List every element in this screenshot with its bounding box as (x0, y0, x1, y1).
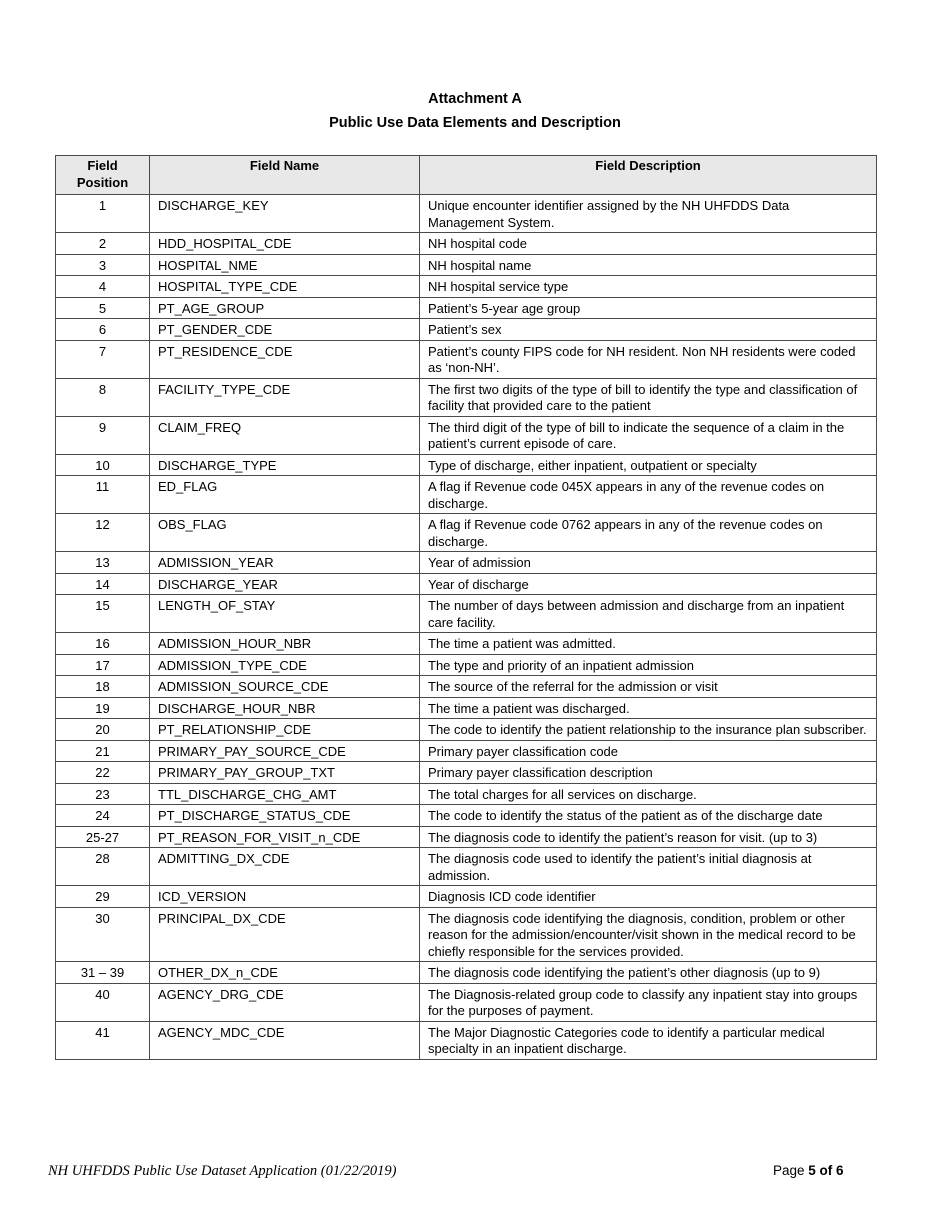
field-position-cell: 11 (56, 476, 150, 514)
field-name-cell: PT_GENDER_CDE (150, 319, 420, 341)
page-label: Page (773, 1163, 809, 1178)
field-name-cell: PT_AGE_GROUP (150, 297, 420, 319)
column-header-field-position: Field Position (56, 156, 150, 195)
table-row (56, 319, 877, 341)
table-row (56, 633, 877, 655)
field-name-cell: ADMISSION_YEAR (150, 552, 420, 574)
field-description-cell: The Major Diagnostic Categories code to identify a particular medical specialty in an inpatient discharge. (420, 1021, 877, 1059)
table-row (56, 195, 877, 233)
table-row (56, 886, 877, 908)
field-description-cell: The diagnosis code identifying the diagnosis, condition, problem or other reason for the admission/encounter/visit shown in the medical record to be chiefly responsible for the services provided. (420, 907, 877, 962)
table-row (56, 805, 877, 827)
field-description-cell: The number of days between admission and discharge from an inpatient care facility. (420, 595, 877, 633)
field-description-cell: The source of the referral for the admission or visit (420, 676, 877, 698)
field-description-cell: Year of admission (420, 552, 877, 574)
table-row (56, 233, 877, 255)
field-description-cell: The total charges for all services on discharge. (420, 783, 877, 805)
field-description-cell: The first two digits of the type of bill to identify the type and classification of facility that provided care to the patient (420, 378, 877, 416)
field-description-cell: NH hospital code (420, 233, 877, 255)
field-name-cell: PT_RESIDENCE_CDE (150, 340, 420, 378)
table-row (56, 962, 877, 984)
table-row (56, 514, 877, 552)
field-position-cell: 23 (56, 783, 150, 805)
field-description-cell: Patient’s county FIPS code for NH resident. Non NH residents were coded as ‘non-NH’. (420, 340, 877, 378)
field-name-cell: HDD_HOSPITAL_CDE (150, 233, 420, 255)
field-position-cell: 4 (56, 276, 150, 298)
field-name-cell: DISCHARGE_TYPE (150, 454, 420, 476)
field-description-cell: A flag if Revenue code 0762 appears in any of the revenue codes on discharge. (420, 514, 877, 552)
field-position-cell: 12 (56, 514, 150, 552)
field-position-cell: 5 (56, 297, 150, 319)
field-description-cell: The diagnosis code used to identify the patient’s initial diagnosis at admission. (420, 848, 877, 886)
field-position-cell: 31 – 39 (56, 962, 150, 984)
field-position-cell: 40 (56, 983, 150, 1021)
field-name-cell: ED_FLAG (150, 476, 420, 514)
field-description-cell: The code to identify the patient relationship to the insurance plan subscriber. (420, 719, 877, 741)
data-elements-table (55, 155, 877, 1060)
field-position-cell: 1 (56, 195, 150, 233)
field-position-cell: 24 (56, 805, 150, 827)
field-name-cell: FACILITY_TYPE_CDE (150, 378, 420, 416)
table-row (56, 762, 877, 784)
field-name-cell: PRINCIPAL_DX_CDE (150, 907, 420, 962)
page-title: Attachment A (428, 91, 522, 107)
field-description-cell: A flag if Revenue code 045X appears in any of the revenue codes on discharge. (420, 476, 877, 514)
field-position-cell: 14 (56, 573, 150, 595)
field-name-cell: TTL_DISCHARGE_CHG_AMT (150, 783, 420, 805)
table-row (56, 595, 877, 633)
field-position-cell: 41 (56, 1021, 150, 1059)
field-name-cell: DISCHARGE_KEY (150, 195, 420, 233)
field-name-cell: HOSPITAL_TYPE_CDE (150, 276, 420, 298)
field-name-cell: DISCHARGE_YEAR (150, 573, 420, 595)
table-row (56, 676, 877, 698)
field-position-cell: 18 (56, 676, 150, 698)
field-name-cell: LENGTH_OF_STAY (150, 595, 420, 633)
table-row (56, 783, 877, 805)
field-name-cell: ADMITTING_DX_CDE (150, 848, 420, 886)
field-position-cell: 15 (56, 595, 150, 633)
table-row (56, 476, 877, 514)
field-position-cell: 19 (56, 697, 150, 719)
footer-document-title: NH UHFDDS Public Use Dataset Application (01/22/2019) (48, 1163, 397, 1179)
field-position-cell: 6 (56, 319, 150, 341)
field-description-cell: NH hospital name (420, 254, 877, 276)
field-name-cell: ADMISSION_SOURCE_CDE (150, 676, 420, 698)
field-description-cell: Patient’s 5-year age group (420, 297, 877, 319)
table-row (56, 848, 877, 886)
field-position-cell: 28 (56, 848, 150, 886)
field-name-cell: DISCHARGE_HOUR_NBR (150, 697, 420, 719)
field-description-cell: Patient’s sex (420, 319, 877, 341)
table-row (56, 454, 877, 476)
table-row (56, 276, 877, 298)
table-row (56, 378, 877, 416)
field-position-cell: 29 (56, 886, 150, 908)
field-description-cell: The diagnosis code identifying the patient’s other diagnosis (up to 9) (420, 962, 877, 984)
field-description-cell: NH hospital service type (420, 276, 877, 298)
field-description-cell: Type of discharge, either inpatient, outpatient or specialty (420, 454, 877, 476)
field-position-cell: 21 (56, 740, 150, 762)
field-position-cell: 17 (56, 654, 150, 676)
field-position-cell: 16 (56, 633, 150, 655)
page-subtitle: Public Use Data Elements and Description (329, 115, 621, 131)
table-header-row (56, 156, 877, 195)
field-description-cell: The time a patient was admitted. (420, 633, 877, 655)
table-body (56, 195, 877, 1060)
field-name-cell: HOSPITAL_NME (150, 254, 420, 276)
table-row (56, 416, 877, 454)
table-row (56, 254, 877, 276)
table-row (56, 654, 877, 676)
table-row (56, 907, 877, 962)
table-row (56, 340, 877, 378)
field-name-cell: OTHER_DX_n_CDE (150, 962, 420, 984)
field-position-cell: 10 (56, 454, 150, 476)
field-position-cell: 20 (56, 719, 150, 741)
column-header-field-description: Field Description (420, 156, 877, 195)
field-description-cell: The diagnosis code to identify the patient’s reason for visit. (up to 3) (420, 826, 877, 848)
field-description-cell: Diagnosis ICD code identifier (420, 886, 877, 908)
field-description-cell: The type and priority of an inpatient admission (420, 654, 877, 676)
field-position-cell: 3 (56, 254, 150, 276)
field-position-cell: 9 (56, 416, 150, 454)
table-row (56, 983, 877, 1021)
field-position-cell: 2 (56, 233, 150, 255)
field-name-cell: ADMISSION_TYPE_CDE (150, 654, 420, 676)
field-description-cell: The third digit of the type of bill to indicate the sequence of a claim in the patient’s current episode of care. (420, 416, 877, 454)
table-row (56, 552, 877, 574)
table-row (56, 573, 877, 595)
field-name-cell: PRIMARY_PAY_GROUP_TXT (150, 762, 420, 784)
field-position-cell: 30 (56, 907, 150, 962)
field-name-cell: PRIMARY_PAY_SOURCE_CDE (150, 740, 420, 762)
field-name-cell: CLAIM_FREQ (150, 416, 420, 454)
footer-page-number (773, 1163, 844, 1178)
table-row (56, 297, 877, 319)
field-position-cell: 13 (56, 552, 150, 574)
column-header-field-name: Field Name (150, 156, 420, 195)
field-name-cell: PT_REASON_FOR_VISIT_n_CDE (150, 826, 420, 848)
field-position-cell: 25-27 (56, 826, 150, 848)
field-description-cell: The time a patient was discharged. (420, 697, 877, 719)
field-name-cell: OBS_FLAG (150, 514, 420, 552)
table-row (56, 697, 877, 719)
field-name-cell: AGENCY_MDC_CDE (150, 1021, 420, 1059)
field-description-cell: The code to identify the status of the patient as of the discharge date (420, 805, 877, 827)
table-row (56, 740, 877, 762)
page-count: 5 of 6 (808, 1163, 844, 1178)
field-position-cell: 7 (56, 340, 150, 378)
field-description-cell: Primary payer classification code (420, 740, 877, 762)
table-row (56, 719, 877, 741)
table-row (56, 1021, 877, 1059)
field-name-cell: AGENCY_DRG_CDE (150, 983, 420, 1021)
field-name-cell: ADMISSION_HOUR_NBR (150, 633, 420, 655)
field-position-cell: 22 (56, 762, 150, 784)
table-row (56, 826, 877, 848)
field-name-cell: PT_DISCHARGE_STATUS_CDE (150, 805, 420, 827)
field-description-cell: The Diagnosis-related group code to classify any inpatient stay into groups for the purposes of payment. (420, 983, 877, 1021)
field-name-cell: ICD_VERSION (150, 886, 420, 908)
field-position-cell: 8 (56, 378, 150, 416)
field-description-cell: Primary payer classification description (420, 762, 877, 784)
field-description-cell: Unique encounter identifier assigned by the NH UHFDDS Data Management System. (420, 195, 877, 233)
field-description-cell: Year of discharge (420, 573, 877, 595)
field-name-cell: PT_RELATIONSHIP_CDE (150, 719, 420, 741)
